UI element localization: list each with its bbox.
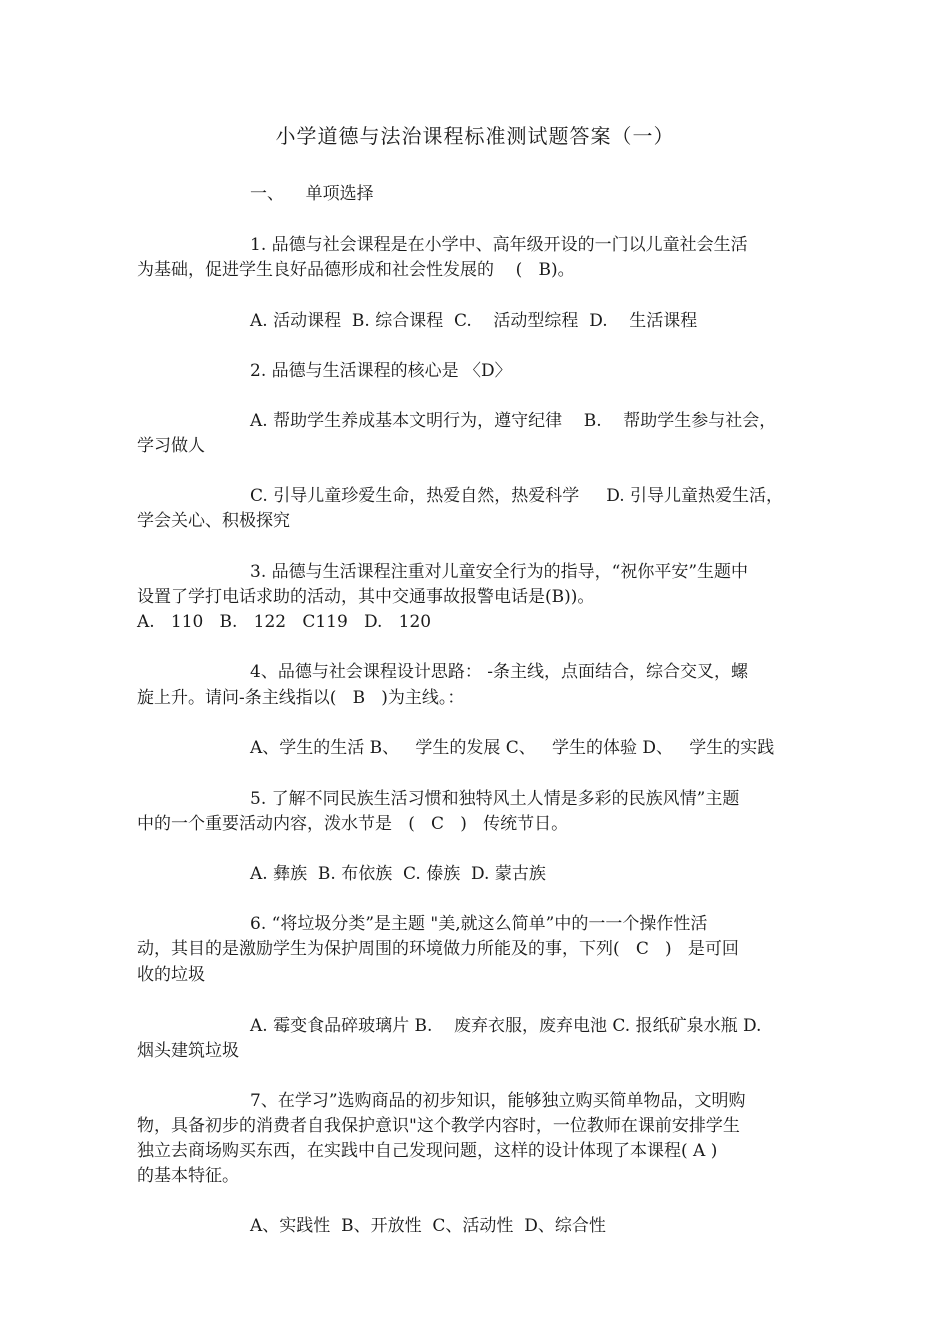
- q7-stem-line-1: 7、在学习”选购商品的初步知识，能够独立购买简单物品，文明购: [250, 1091, 746, 1111]
- q2-options-line-1: A. 帮助学生养成基本文明行为，遵守纪律 B. 帮助学生参与社会，: [250, 411, 777, 431]
- q4-options: A、学生的生活 B、 学生的发展 C、 学生的体验 D、 学生的实践: [250, 738, 775, 758]
- q2-options-line-2: 学习做人: [137, 436, 205, 456]
- q7-stem-line-4: 的基本特征。: [137, 1166, 239, 1186]
- q4-stem-line-2: 旋上升。请问-条主线指以( B )为主线。：: [137, 688, 465, 708]
- q3-options: A. 110 B. 122 C119 D. 120: [137, 612, 432, 632]
- section-heading: 一、 单项选择: [250, 184, 374, 204]
- q7-options: A、实践性 B、开放性 C、活动性 D、综合性: [250, 1216, 606, 1236]
- q1-stem-line-1: 1. 品德与社会课程是在小学中、高年级开设的一门以儿童社会生活: [250, 235, 748, 255]
- q2-stem: 2. 品德与生活课程的核心是 〈D〉: [250, 361, 512, 381]
- q7-stem-line-2: 物，具备初步的消费者自我保护意识"这个教学内容时，一位教师在课前安排学生: [137, 1116, 740, 1136]
- q6-options-line-2: 烟头建筑垃圾: [137, 1041, 239, 1061]
- q3-stem-line-1: 3. 品德与生活课程注重对儿童安全行为的指导，“祝你平安”生题中: [250, 562, 749, 582]
- q6-stem-line-3: 收的垃圾: [137, 965, 205, 985]
- q5-options: A. 彝族 B. 布依族 C. 傣族 D. 蒙古族: [250, 864, 546, 884]
- q1-options: A. 活动课程 B. 综合课程 C. 活动型综程 D. 生活课程: [250, 311, 698, 331]
- page-title: 小学道德与法治课程标准测试题答案（一）: [275, 124, 675, 148]
- q2-options-line-3: C. 引导儿童珍爱生命，热爱自然，热爱科学 D. 引导儿童热爱生活，: [250, 486, 784, 506]
- q6-options-line-1: A. 霉变食品碎玻璃片 B. 废弃衣服，废弃电池 C. 报纸矿泉水瓶 D.: [250, 1016, 762, 1036]
- q5-stem-line-2: 中的一个重要活动内容，泼水节是 ( C ) 传统节日。: [137, 814, 569, 834]
- q6-stem-line-1: 6. “将垃圾分类”是主题 "美,就这么简单”中的一一个操作性活: [250, 914, 708, 934]
- q1-stem-line-2: 为基础，促进学生良好品德形成和社会性发展的 ( B)。: [137, 260, 575, 280]
- q7-stem-line-3: 独立去商场购买东西，在实践中自己发现问题，这样的设计体现了本课程( A ): [137, 1141, 718, 1161]
- q6-stem-line-2: 动，其目的是激励学生为保护周围的环境做力所能及的事，下列( C ) 是可回: [137, 939, 739, 959]
- q4-stem-line-1: 4、品德与社会课程设计思路： -条主线，点面结合，综合交叉，螺: [250, 662, 748, 682]
- q2-options-line-4: 学会关心、积极探究: [137, 511, 290, 531]
- q5-stem-line-1: 5. 了解不同民族生活习惯和独特风土人情是多彩的民族风情”主题: [250, 789, 740, 809]
- q3-stem-line-2: 设置了学打电话求助的活动，其中交通事故报警电话是(B))。: [137, 587, 595, 607]
